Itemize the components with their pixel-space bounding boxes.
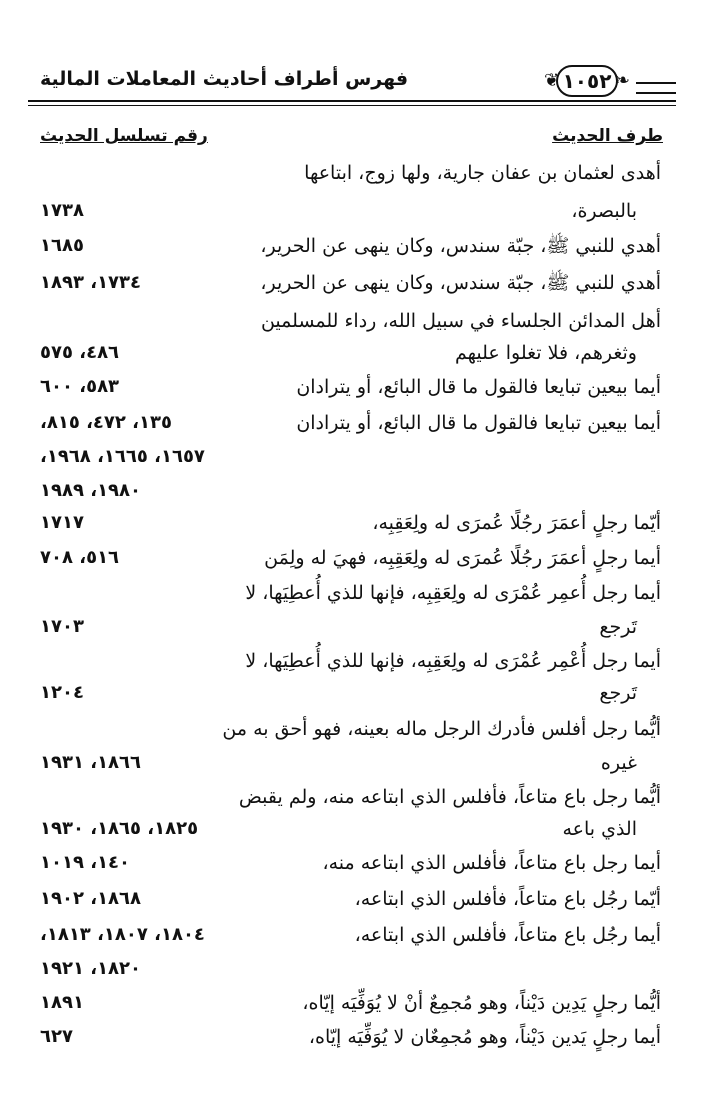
hadith-text: أهدى لعثمان بن عفان جارية، ولها زوج، ابتاعها xyxy=(304,162,661,184)
hadith-text: أيما رجل أُعمِر عُمْرَى له ولِعَقِبِه، فإنها للذي أُعطِيَها، لا xyxy=(245,582,661,604)
hadith-text-continuation: وثغرهم، فلا تغلوا عليهم xyxy=(454,342,637,364)
hadith-serial-numbers: ١٩٨٠، ١٩٨٩ xyxy=(40,480,142,501)
hadith-text-continuation: غيره xyxy=(600,752,637,774)
hadith-text: أهدي للنبي ﷺ، جبّة سندس، وكان ينهى عن الحرير، xyxy=(260,235,661,257)
index-entry-line xyxy=(40,676,661,710)
header-rule-thin xyxy=(28,105,676,106)
hadith-serial-numbers: ٥١٦، ٧٠٨ xyxy=(40,547,120,568)
header-rule xyxy=(28,100,676,102)
index-entry-line xyxy=(40,918,661,952)
hadith-serial-numbers: ١٨٦٦، ١٩٣١ xyxy=(40,752,142,773)
index-entry-line xyxy=(40,474,661,508)
index-entry-line xyxy=(40,440,661,474)
index-entry-line xyxy=(40,610,661,644)
hadith-serial-numbers: ١٨٠٤، ١٨٠٧، ١٨١٣، xyxy=(40,924,205,945)
index-entry-line xyxy=(40,1020,661,1054)
hadith-serial-numbers: ١٧١٧ xyxy=(40,512,84,533)
index-entry-line xyxy=(40,156,661,190)
index-entry-line xyxy=(40,644,661,678)
index-entry-line xyxy=(40,986,661,1020)
hadith-text: أيما بيعين تبايعا فالقول ما قال البائع، أو يترادان xyxy=(296,376,661,398)
hadith-serial-numbers: ١٢٠٤ xyxy=(40,682,84,703)
page-header xyxy=(28,62,676,108)
index-entry-line xyxy=(40,952,661,986)
index-entry-line xyxy=(40,406,661,440)
page-number-cartouche xyxy=(544,62,630,100)
hadith-text: أهدي للنبي ﷺ، جبّة سندس، وكان ينهى عن الحرير، xyxy=(260,272,661,294)
hadith-text-continuation: بالبصرة، xyxy=(571,200,637,222)
laurel-left-icon: ❦ xyxy=(544,70,560,91)
hadith-serial-numbers: ١٧٣٤، ١٨٩٣ xyxy=(40,272,142,293)
index-entry-line xyxy=(40,712,661,746)
hadith-serial-numbers: ١٧٠٣ xyxy=(40,616,84,637)
laurel-right-icon: ❧ xyxy=(614,70,630,91)
hadith-text: أيّما رجُل باع متاعاً، فأفلس الذي ابتاعه، xyxy=(354,888,661,910)
hadith-text: أيما رجلٍ أعمَرَ رجُلًا عُمرَى له ولِعَقِبِه، فهيَ له ولِمَن xyxy=(264,547,661,569)
index-entry-line xyxy=(40,304,661,338)
hadith-text: أيّما رجلٍ أعمَرَ رجُلًا عُمرَى له ولِعَقِبِه، xyxy=(372,512,661,534)
hadith-text: أيما رجلٍ يَدين دَيْناً، وهو مُجمِعٌان لا يُوَفِّيَه إيّاه، xyxy=(308,1026,661,1048)
column-headings xyxy=(40,126,663,156)
index-entry-line xyxy=(40,506,661,540)
hadith-serial-numbers: ١٣٥، ٤٧٢، ٨١٥، xyxy=(40,412,172,433)
hadith-serial-numbers: ١٨٢٠، ١٩٢١ xyxy=(40,958,142,979)
hadith-serial-numbers: ١٧٣٨ xyxy=(40,200,84,221)
index-entry-line xyxy=(40,780,661,814)
hadith-serial-numbers: ١٦٥٧، ١٦٦٥، ١٩٦٨، xyxy=(40,446,205,467)
hadith-text: أيُّما رجل أفلس فأدرك الرجل ماله بعينه، فهو أحق به من xyxy=(222,718,661,740)
hadith-serial-numbers: ٥٨٣، ٦٠٠ xyxy=(40,376,120,397)
running-title: فهرس أطراف أحاديث المعاملات المالية xyxy=(34,68,414,90)
index-entry-line xyxy=(40,576,661,610)
page-number: ١٠٥٢ xyxy=(562,69,612,93)
index-entry-line xyxy=(40,370,661,404)
index-entry-line xyxy=(40,746,661,780)
hadith-serial-numbers: ١٤٠، ١٠١٩ xyxy=(40,852,131,873)
index-entry-line xyxy=(40,336,661,370)
hadith-serial-numbers: ١٦٨٥ xyxy=(40,235,84,256)
index-entry-line xyxy=(40,266,661,300)
hadith-text: أيما رجل أُعْمِر عُمْرَى له ولِعَقِبِه، فإنها للذي أُعطِيَها، لا xyxy=(245,650,661,672)
index-entry-line xyxy=(40,846,661,880)
column-heading-hadith-start: طرف الحديث xyxy=(552,126,663,146)
hadith-serial-numbers: ١٨٦٨، ١٩٠٢ xyxy=(40,888,142,909)
hadith-text: أهل المدائن الجلساء في سبيل الله، رداء للمسلمين xyxy=(260,310,661,332)
index-entry-line xyxy=(40,812,661,846)
hadith-text: أيما بيعين تبايعا فالقول ما قال البائع، أو يترادان xyxy=(296,412,661,434)
hadith-serial-numbers: ٤٨٦، ٥٧٥ xyxy=(40,342,120,363)
hadith-serial-numbers: ١٨٩١ xyxy=(40,992,84,1013)
column-heading-serial-number: رقم تسلسل الحديث xyxy=(40,126,208,146)
header-ornament-bars xyxy=(636,82,676,94)
index-entry-line xyxy=(40,541,661,575)
hadith-text: أيُّما رجلٍ يَدِين دَيْناً، وهو مُجمِعٌ أنْ لا يُوَفِّيَه إيّاه، xyxy=(302,992,661,1014)
hadith-text: أيما رجُل باع متاعاً، فأفلس الذي ابتاعه، xyxy=(354,924,661,946)
hadith-text: أيما رجل باع متاعاً، فأفلس الذي ابتاعه منه، xyxy=(322,852,661,874)
index-entry-line xyxy=(40,194,661,228)
index-entry-line xyxy=(40,229,661,263)
hadith-serial-numbers: ٦٢٧ xyxy=(40,1026,73,1047)
hadith-serial-numbers: ١٨٢٥، ١٨٦٥، ١٩٣٠ xyxy=(40,818,199,839)
index-entry-line xyxy=(40,882,661,916)
hadith-text-continuation: الذي باعه xyxy=(562,818,637,840)
hadith-text: أيُّما رجل باع متاعاً، فأفلس الذي ابتاعه منه، ولم يقبض xyxy=(238,786,661,808)
hadith-text-continuation: تَرجع xyxy=(599,682,637,704)
hadith-text-continuation: تَرجع xyxy=(599,616,637,638)
